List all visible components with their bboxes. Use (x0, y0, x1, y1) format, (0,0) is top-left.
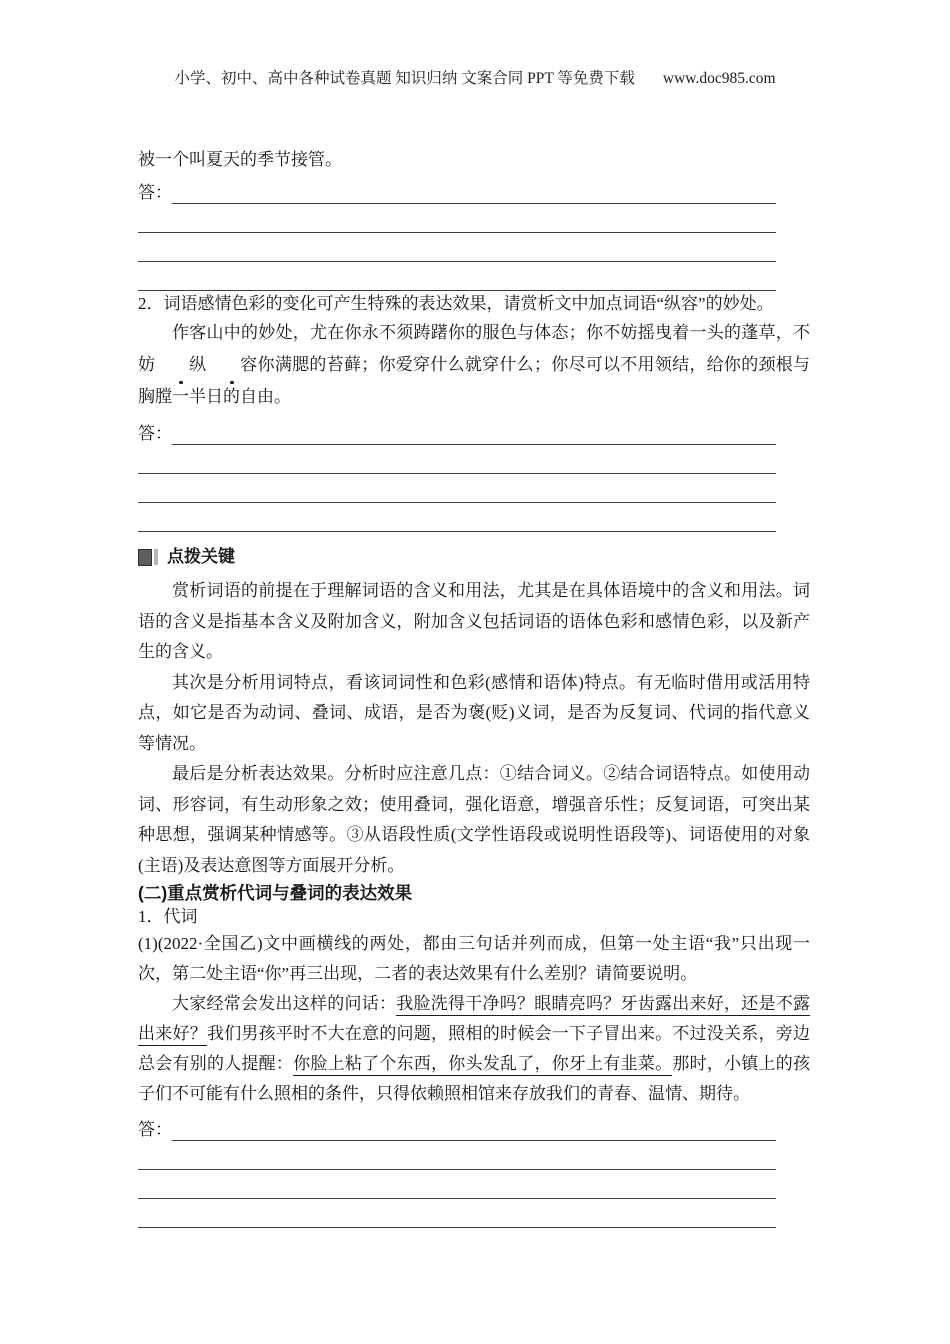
answer-label: 答： (138, 424, 172, 443)
answer-writing-line (172, 1116, 776, 1141)
tips-paragraph: 赏析词语的前提在于理解词语的含义和用法，尤其是在具体语境中的含义和用法。词语的含义是指基本含义及附加含义，附加含义包括词语的语体色彩和感情色彩，以及新产生的含义。 (138, 581, 810, 661)
answer-label: 答： (138, 183, 172, 202)
header-site-url: www.doc985.com (662, 70, 776, 87)
answer-writing-line (138, 204, 776, 233)
answer-writing-line (138, 1141, 776, 1170)
answer-writing-line (138, 503, 776, 532)
answer-writing-line (138, 474, 776, 503)
answer-first-row (138, 421, 776, 445)
question-1-text: (2022·全国乙)文中画横线的两处，都由三句话并列而成，但第一处主语“我”只出现一次，第二处主语“你”再三出现，二者的表达效果有什么差别？请简要说明。 (138, 934, 810, 983)
tips-title: 点拨关键 (167, 547, 235, 566)
answer-writing-line (138, 1199, 776, 1228)
question-2-text: 词语感情色彩的变化可产生特殊的表达效果，请赏析文中加点词语“纵容”的妙处。 (163, 294, 774, 313)
answer-block-1 (138, 180, 776, 291)
question-2-number: 2． (138, 294, 164, 313)
answer-writing-line (172, 179, 776, 204)
tips-paragraph: 最后是分析表达效果。分析时应注意几点：①结合词义。②结合词语特点。如使用动词、形容词，有生动形象之效；使用叠词，强化语意，增强音乐性；反复词语，可突出某种思想，强调某种情感等。③从语段性质(文学性语段或说明性语段等)、词语使用的对象(主语)及表达意图等方面展开分析。 (138, 764, 810, 875)
answer-label: 答： (138, 1120, 172, 1139)
answer-first-row (138, 1117, 776, 1141)
answer-block-2 (138, 421, 776, 532)
answer-writing-line (172, 420, 776, 445)
header-promo-text: 小学、初中、高中各种试卷真题 知识归纳 文案合同 PPT 等免费下载 (174, 70, 635, 87)
answer-first-row (138, 180, 776, 204)
question-1 (138, 929, 810, 989)
answer-writing-line (138, 262, 776, 291)
section-heading: (二)重点赏析代词与叠词的表达效果 (138, 883, 413, 903)
answer-writing-line (138, 233, 776, 262)
document-body (138, 148, 810, 1228)
section-marker-icon (138, 549, 158, 566)
answer-block-3 (138, 1117, 776, 1228)
page-header (0, 66, 950, 88)
question-1-quote: 大家经常会发出这样的问话：我脸洗得干净吗？眼睛亮吗？牙齿露出来好，还是不露出来好？我们男孩平时不大在意的问题，照相的时候会一下子冒出来。不过没关系，旁边总会有别的人提醒：你脸上粘了个东西，你头发乱了，你牙上有韭菜。那时，小镇上的孩子们不可能有什么照相的条件，只得依赖照相馆来存放我们的青春、温情、期待。 (138, 994, 811, 1103)
answer-writing-line (138, 1170, 776, 1199)
question-1-number: (1) (138, 934, 158, 953)
tips-paragraph: 其次是分析用词特点，看该词词性和色彩(感情和语体)特点。有无临时借用或活用特点，如它是否为动词、叠词、成语，是否为褒(贬)义词，是否为反复词、代词的指代意义等情况。 (138, 672, 810, 753)
tips-section-header (138, 546, 810, 568)
question-2 (138, 291, 810, 317)
question-2-quote: 作客山中的妙处，尤在你永不须踌躇你的服色与体态；你不妨摇曳着一头的蓬草，不妨 纵 容你满腮的苔藓；你爱穿什么就穿什么；你尽可以不用领结，给你的颈根与胸膛一半日的自由。 (138, 323, 811, 406)
subsection-heading: 1．代词 (138, 907, 198, 926)
intro-paragraph: 被一个叫夏天的季节接管。 (138, 150, 342, 169)
answer-writing-line (138, 445, 776, 474)
